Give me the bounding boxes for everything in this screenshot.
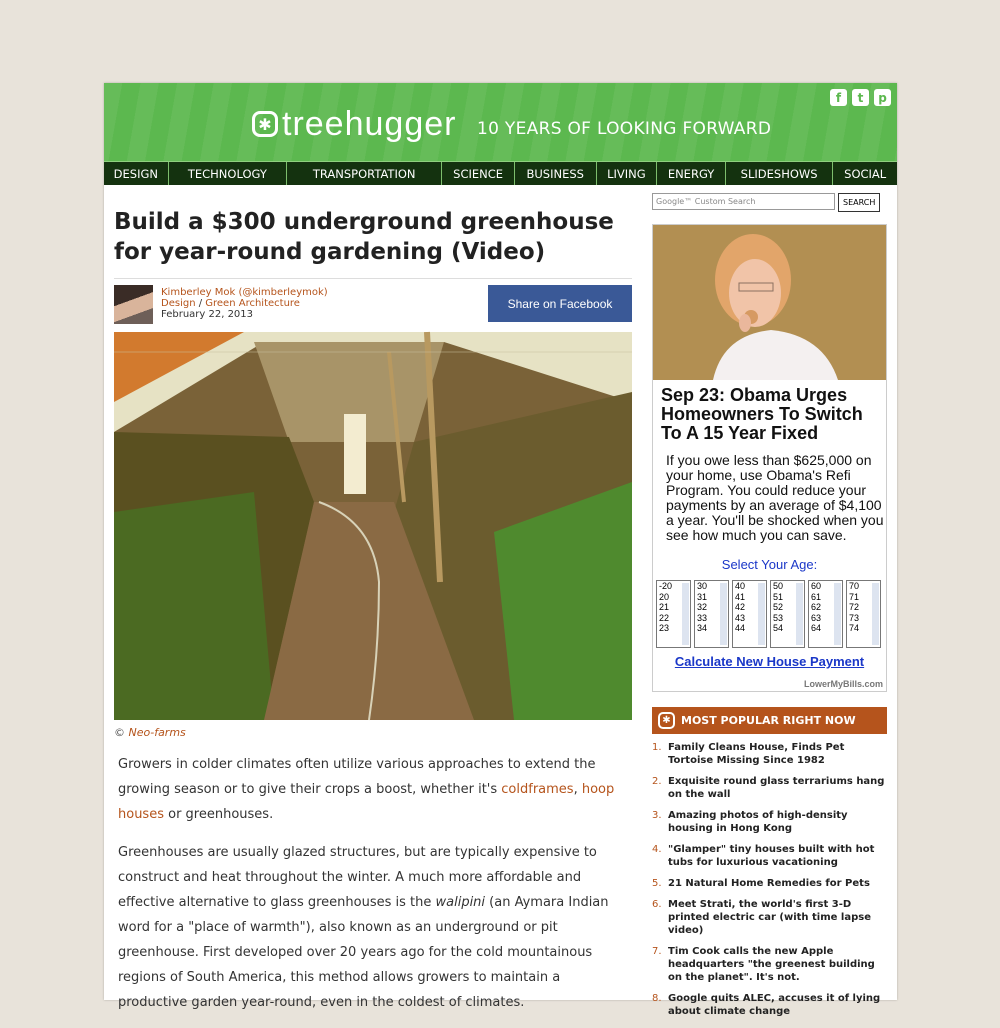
most-popular-title: MOST POPULAR RIGHT NOW bbox=[681, 714, 856, 727]
list-item[interactable] bbox=[652, 945, 887, 984]
list-item[interactable] bbox=[652, 898, 887, 937]
subcategory-link[interactable]: Green Architecture bbox=[205, 298, 300, 309]
ad-age-prompt: Select Your Age: bbox=[721, 557, 818, 572]
social-links bbox=[830, 89, 891, 106]
item-number: 7. bbox=[652, 946, 662, 957]
byline bbox=[114, 278, 632, 325]
logo-mark-icon: ✱ bbox=[252, 111, 278, 137]
list-item[interactable] bbox=[652, 843, 887, 869]
page bbox=[104, 83, 897, 1017]
p2-emphasis: walipini bbox=[435, 895, 486, 910]
article bbox=[114, 207, 632, 1010]
p1-text-b: or greenhouses. bbox=[163, 807, 274, 822]
list-item[interactable] bbox=[652, 877, 887, 890]
greenhouse-photo bbox=[114, 332, 632, 720]
item-link[interactable]: Family Cleans House, Finds Pet Tortoise Missing Since 1982 bbox=[668, 742, 845, 766]
category-link[interactable]: Design bbox=[161, 298, 196, 309]
item-number: 6. bbox=[652, 899, 662, 910]
list-item[interactable] bbox=[652, 775, 887, 801]
item-link[interactable]: Google quits ALEC, accuses it of lying about climate change bbox=[668, 993, 881, 1017]
item-number: 4. bbox=[652, 844, 662, 855]
item-number: 3. bbox=[652, 810, 662, 821]
age-select[interactable]: 50 51 52 53 54 bbox=[770, 580, 805, 648]
item-link[interactable]: 21 Natural Home Remedies for Pets bbox=[668, 878, 870, 889]
share-facebook-button[interactable]: Share on Facebook bbox=[488, 285, 632, 322]
p1-text-a: Growers in colder climates often utilize various approaches to extend the growing season or to give their crops a boost, whether it's bbox=[118, 757, 596, 797]
list-item[interactable] bbox=[652, 992, 887, 1018]
article-photo bbox=[114, 332, 632, 720]
p2-text-a: Greenhouses are usually glazed structures, but are typically expensive to construct and heat throughout the winter. A much more affordable and effective alternative to glass greenhouses is the bbox=[118, 845, 597, 910]
list-item[interactable] bbox=[652, 741, 887, 767]
most-popular-header bbox=[652, 707, 887, 734]
most-popular-list bbox=[652, 741, 887, 1018]
nav-design[interactable]: DESIGN bbox=[104, 162, 169, 185]
photo-caption bbox=[114, 726, 186, 739]
search-button[interactable]: SEARCH bbox=[838, 193, 880, 212]
age-select[interactable]: 60 61 62 63 64 bbox=[808, 580, 843, 648]
caption-credit-link[interactable]: Neo-farms bbox=[128, 726, 186, 739]
item-number: 2. bbox=[652, 776, 662, 787]
nav-social[interactable]: SOCIAL bbox=[844, 166, 887, 181]
age-select[interactable]: -20 20 21 22 23 bbox=[656, 580, 691, 648]
author-avatar[interactable] bbox=[114, 285, 153, 324]
age-select[interactable]: 30 31 32 33 34 bbox=[694, 580, 729, 648]
p1-separator: , bbox=[573, 782, 582, 797]
age-selectors bbox=[656, 580, 886, 648]
author-link[interactable]: Kimberley Mok bbox=[161, 287, 236, 298]
paragraph-1 bbox=[118, 752, 632, 827]
sidebar bbox=[652, 193, 887, 1026]
search-form bbox=[652, 193, 887, 212]
nav-living[interactable]: LIVING bbox=[597, 162, 658, 185]
item-link[interactable]: Amazing photos of high-density housing in Hong Kong bbox=[668, 810, 848, 834]
article-date: February 22, 2013 bbox=[161, 309, 254, 320]
ad-woman-image bbox=[653, 225, 886, 380]
hoop-houses-link[interactable]: hoop houses bbox=[118, 782, 615, 822]
ad-cta-link[interactable]: Calculate New House Payment bbox=[674, 654, 865, 669]
nav-technology[interactable]: TECHNOLOGY bbox=[169, 162, 287, 185]
site-logo[interactable] bbox=[252, 107, 456, 141]
ad-brand: LowerMyBills.com bbox=[803, 679, 883, 689]
ad-body: If you owe less than $625,000 on your home, use Obama's Refi Program. You could reduce your payments by an average of $4,100 a year. You'll be shocked when you see how much you can save. bbox=[666, 452, 884, 543]
article-body bbox=[118, 752, 632, 1028]
advertisement[interactable] bbox=[652, 224, 887, 692]
item-link[interactable]: Meet Strati, the world's first 3-D printed electric car (with time lapse video) bbox=[668, 899, 871, 936]
item-number: 5. bbox=[652, 878, 662, 889]
treehugger-icon: ✱ bbox=[658, 712, 675, 729]
item-number: 8. bbox=[652, 993, 662, 1004]
age-select[interactable]: 40 41 42 43 44 bbox=[732, 580, 767, 648]
nav-business[interactable]: BUSINESS bbox=[515, 162, 597, 185]
item-link[interactable]: Tim Cook calls the new Apple headquarters "the greenest building on the planet". It's not. bbox=[668, 946, 875, 983]
facebook-icon[interactable]: f bbox=[830, 89, 847, 106]
coldframes-link[interactable]: coldframes bbox=[501, 782, 574, 797]
nav-slideshows[interactable]: SLIDESHOWS bbox=[726, 162, 833, 185]
twitter-icon[interactable]: t bbox=[852, 89, 869, 106]
ad-image[interactable] bbox=[653, 225, 886, 380]
article-title: Build a $300 underground greenhouse for year-round gardening (Video) bbox=[114, 209, 614, 265]
author-handle-link[interactable]: (@kimberleymok) bbox=[238, 287, 328, 298]
pinterest-icon[interactable]: p bbox=[874, 89, 891, 106]
item-link[interactable]: Exquisite round glass terrariums hang on the wall bbox=[668, 776, 885, 800]
age-select[interactable]: 70 71 72 73 74 bbox=[846, 580, 881, 648]
p2-text-b: (an Aymara Indian word for a "place of warmth"), also known as an underground or pit greenhouse. First developed over 20 years ago for the cold mountainous regions of South America, this method allows growers to maintain a productive garden year-round, even in the coldest of climates. bbox=[118, 895, 609, 1010]
list-item[interactable] bbox=[652, 809, 887, 835]
nav-energy[interactable]: ENERGY bbox=[657, 162, 726, 185]
caption-prefix: © bbox=[114, 726, 125, 739]
paragraph-2 bbox=[118, 840, 632, 1015]
logo-text: treehugger bbox=[282, 105, 457, 143]
main-nav bbox=[104, 161, 897, 185]
item-number: 1. bbox=[652, 742, 662, 753]
nav-science[interactable]: SCIENCE bbox=[442, 162, 515, 185]
site-header bbox=[104, 83, 897, 161]
tagline: 10 YEARS OF LOOKING FORWARD bbox=[477, 119, 772, 139]
ad-headline[interactable]: Sep 23: Obama Urges Homeowners To Switch To A 15 Year Fixed bbox=[661, 385, 863, 443]
item-link[interactable]: "Glamper" tiny houses built with hot tubs for luxurious vacationing bbox=[668, 844, 875, 868]
article-meta: Kimberley Mok (@kimberleymok) Design / Green Architecture February 22, 2013 bbox=[161, 287, 328, 320]
search-input[interactable]: Google™ Custom Search bbox=[652, 193, 835, 210]
nav-transportation[interactable]: TRANSPORTATION bbox=[287, 162, 442, 185]
